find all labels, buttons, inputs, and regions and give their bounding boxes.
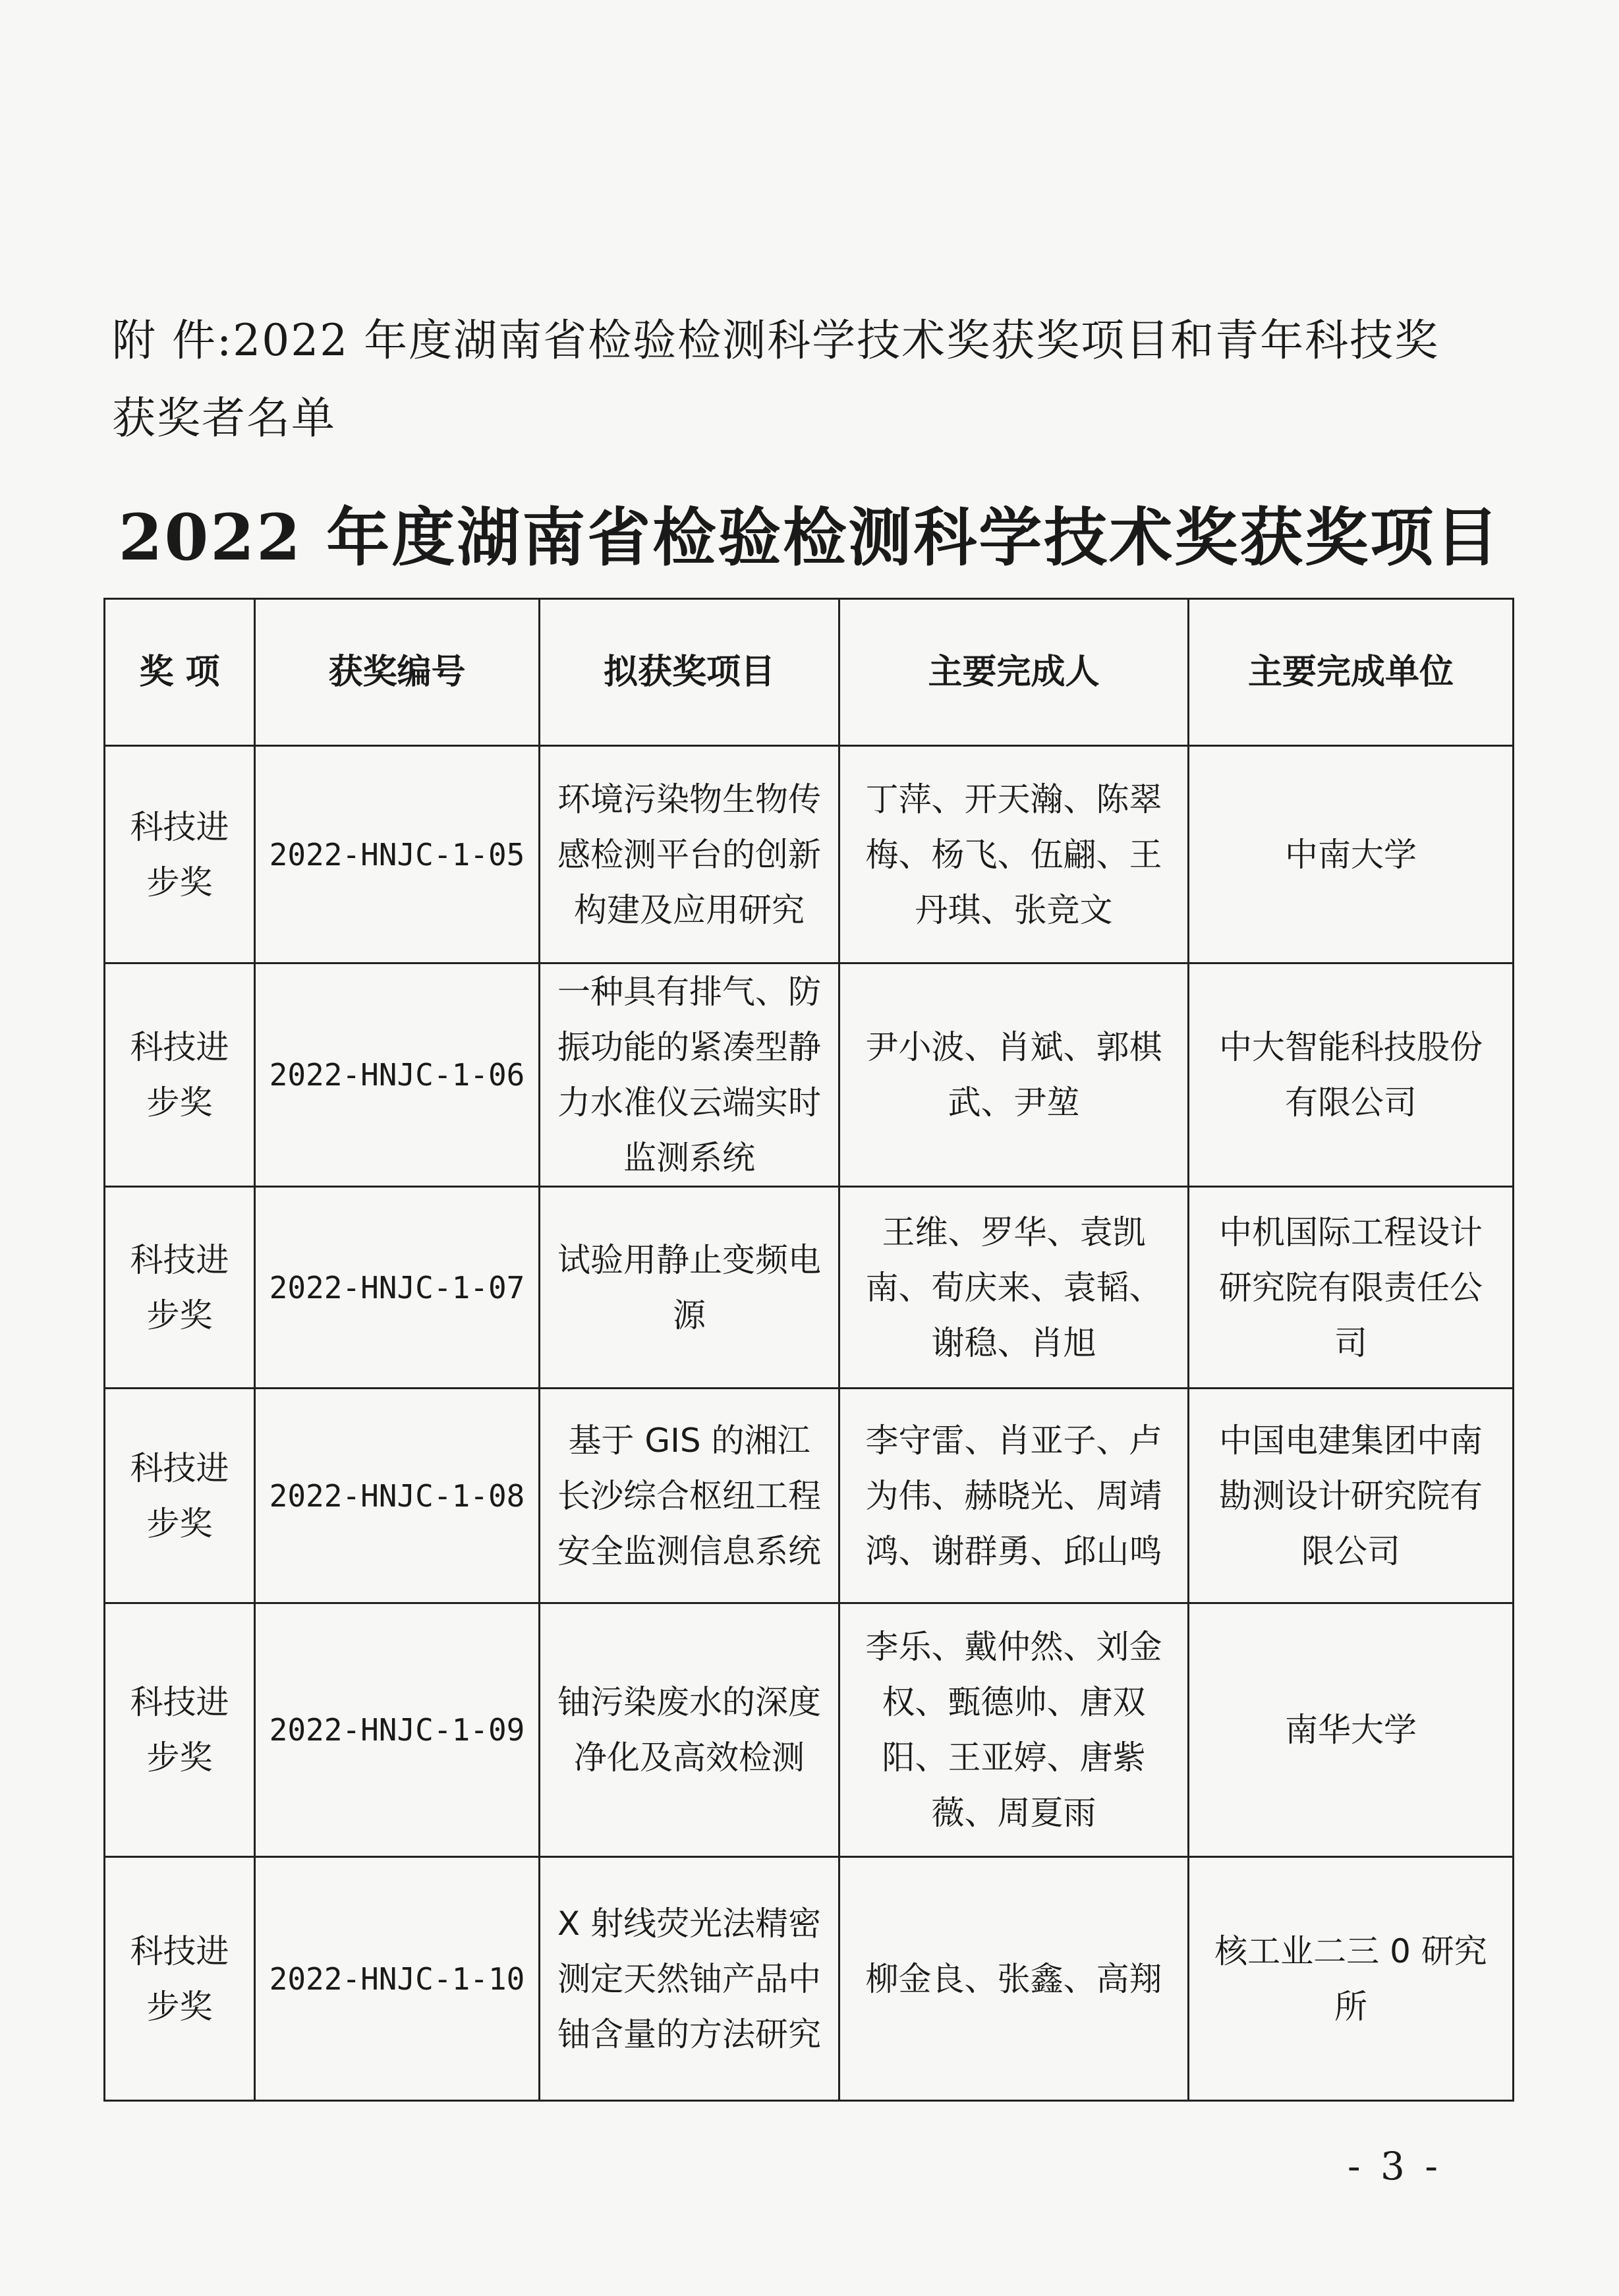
table-row (105, 1187, 1514, 1389)
table-header-row (105, 599, 1514, 746)
cell-people: 丁萍、开天瀚、陈翠梅、杨飞、伍翩、王丹琪、张竞文 (839, 746, 1189, 963)
cell-award-code: 2022-HNJC-1-10 (255, 1857, 540, 2101)
cell-unit: 南华大学 (1189, 1603, 1514, 1857)
cell-award-code: 2022-HNJC-1-08 (255, 1389, 540, 1603)
cell-award-code: 2022-HNJC-1-05 (255, 746, 540, 963)
cell-award-code: 2022-HNJC-1-09 (255, 1603, 540, 1857)
cell-award-type: 科技进步奖 (105, 1389, 255, 1603)
header-people: 主要完成人 (839, 599, 1189, 746)
header-project: 拟获奖项目 (540, 599, 839, 746)
table-row (105, 963, 1514, 1187)
cell-project: 铀污染废水的深度净化及高效检测 (540, 1603, 839, 1857)
header-unit: 主要完成单位 (1189, 599, 1514, 746)
cell-award-code: 2022-HNJC-1-07 (255, 1187, 540, 1389)
header-award-type: 奖 项 (105, 599, 255, 746)
cell-project: 环境污染物生物传感检测平台的创新构建及应用研究 (540, 746, 839, 963)
page-title: 2022 年度湖南省检验检测科学技术奖获奖项目 (118, 500, 1501, 575)
table-row (105, 1603, 1514, 1857)
cell-people: 尹小波、肖斌、郭棋武、尹堃 (839, 963, 1189, 1187)
header-award-code: 获奖编号 (255, 599, 540, 746)
page-number: - 3 - (1348, 2144, 1442, 2189)
cell-award-code: 2022-HNJC-1-06 (255, 963, 540, 1187)
table-row (105, 1389, 1514, 1603)
cell-people: 王维、罗华、袁凯南、荀庆来、袁韬、谢稳、肖旭 (839, 1187, 1189, 1389)
cell-award-type: 科技进步奖 (105, 1603, 255, 1857)
table-row (105, 746, 1514, 963)
awards-table (103, 598, 1514, 2102)
cell-people: 李守雷、肖亚子、卢为伟、赫晓光、周靖鸿、谢群勇、邱山鸣 (839, 1389, 1189, 1603)
cell-unit: 中南大学 (1189, 746, 1514, 963)
cell-unit: 中机国际工程设计研究院有限责任公司 (1189, 1187, 1514, 1389)
cell-project: 一种具有排气、防振功能的紧凑型静力水准仪云端实时监测系统 (540, 963, 839, 1187)
cell-project: 基于 GIS 的湘江长沙综合枢纽工程安全监测信息系统 (540, 1389, 839, 1603)
cell-people: 柳金良、张鑫、高翔 (839, 1857, 1189, 2101)
cell-project: 试验用静止变频电源 (540, 1187, 839, 1389)
cell-people: 李乐、戴仲然、刘金权、甄德帅、唐双阳、王亚婷、唐紫薇、周夏雨 (839, 1603, 1189, 1857)
cell-award-type: 科技进步奖 (105, 963, 255, 1187)
cell-award-type: 科技进步奖 (105, 746, 255, 963)
attachment-heading: 附 件:2022 年度湖南省检验检测科学技术奖获奖项目和青年科技奖获奖者名单 (112, 315, 1440, 444)
table-row (105, 1857, 1514, 2101)
cell-unit: 核工业二三 0 研究所 (1189, 1857, 1514, 2101)
cell-award-type: 科技进步奖 (105, 1857, 255, 2101)
cell-project: X 射线荧光法精密测定天然铀产品中铀含量的方法研究 (540, 1857, 839, 2101)
cell-unit: 中大智能科技股份有限公司 (1189, 963, 1514, 1187)
cell-award-type: 科技进步奖 (105, 1187, 255, 1389)
cell-unit: 中国电建集团中南勘测设计研究院有限公司 (1189, 1389, 1514, 1603)
